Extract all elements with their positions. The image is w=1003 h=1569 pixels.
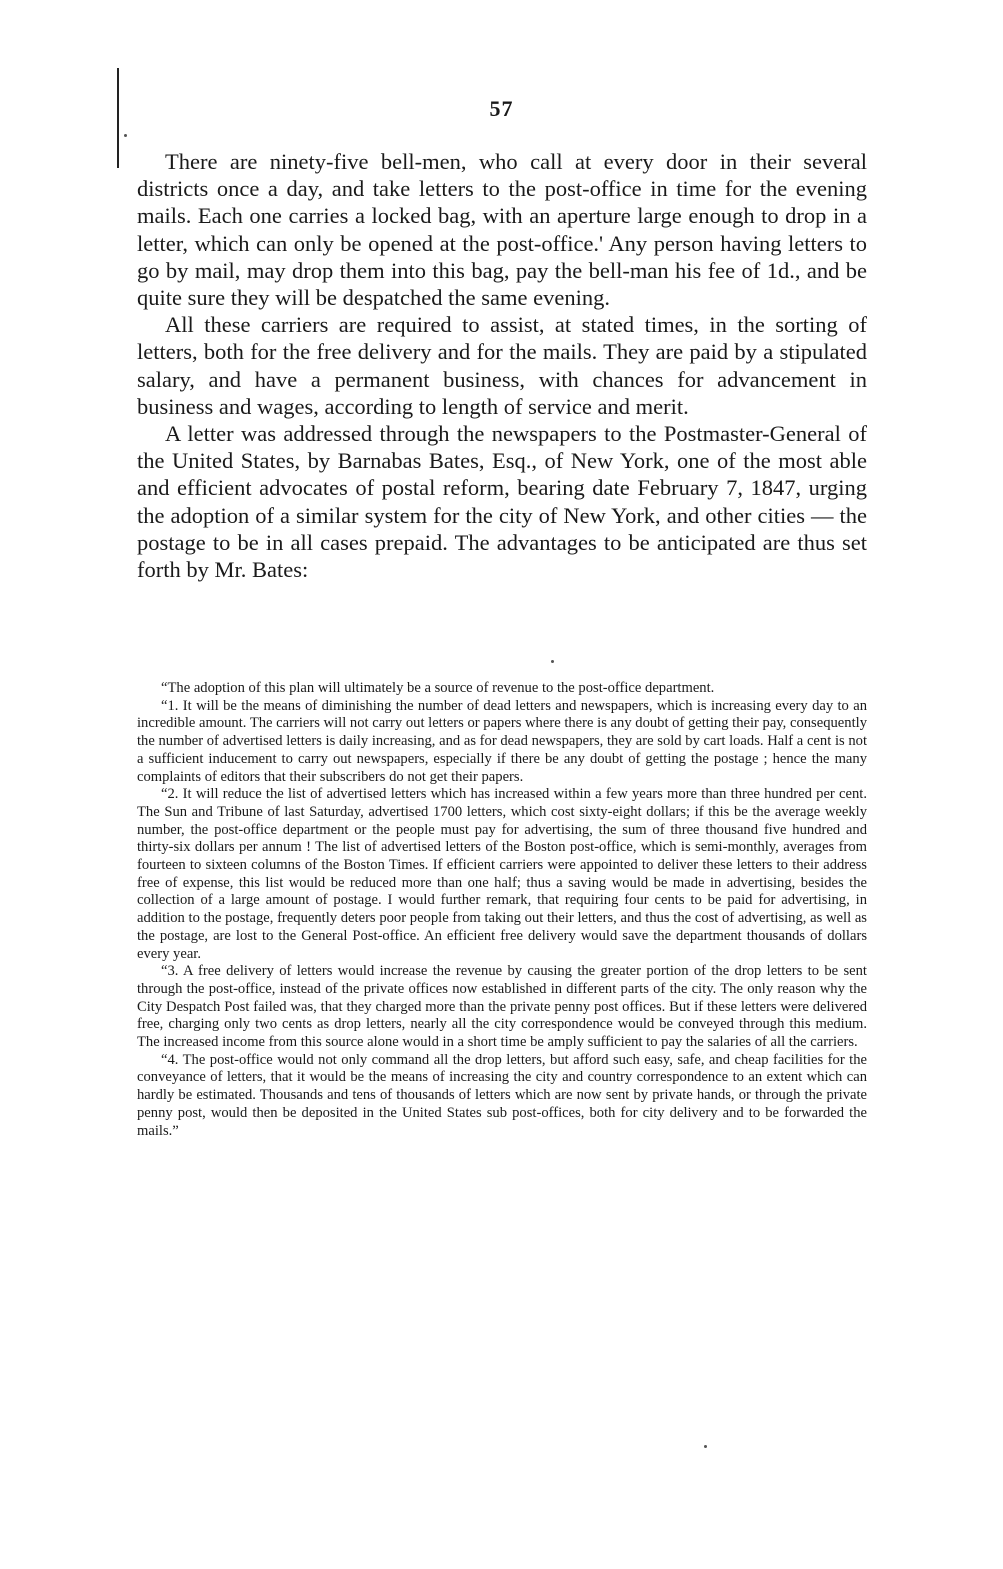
- quote-point-4: “4. The post-office would not only command all the drop letters, but afford such easy, safe, and cheap facilities for the conveyance of letters, that it would be the means of increasing the city and country correspondence to an extent which can hardly be estimated. Thousands and tens of thousands of letters which are now sent by private hands, or through the private penny post, would then be deposited in the United States sub post-offices, both for city delivery and to be forwarded the mails.”: [137, 1051, 867, 1139]
- quote-point-2: “2. It will reduce the list of advertised letters which has increased within a few years more than three hundred per cent. The Sun and Tribune of last Saturday, advertised 1700 letters, which cost sixty-eight dollars; if this be the average weekly number, the post-office department or the people must pay for advertising, the sum of three thousand five hundred and thirty-six dollars per annum ! The list of advertised letters of the Boston post-office, which is semi-monthly, averages from fourteen to sixteen columns of the Boston Times. If efficient carriers were appointed to deliver these letters to their address free of expense, this list would be reduced more than one half; thus a saving would be made in advertising, besides the collection of a large amount of postage. I would further remark, that requiring four cents to be paid for advertising, in addition to the postage, frequently deters poor people from taking out their letters, and thus the cost of advertising, as well as the postage, are lost to the General Post-office. An efficient free delivery would save the department thousands of dollars every year.: [137, 786, 867, 962]
- paragraph-bates-letter: A letter was addressed through the newspapers to the Postmaster-General of the United States, by Barnabas Bates, Esq., of New York, one of the most able and efficient advocates of postal reform, bearing date February 7, 1847, urging the adoption of a similar system for the city of New York, and other cities — the postage to be in all cases prepaid. The advantages to be anticipated are thus set forth by Mr. Bates:: [137, 421, 867, 583]
- main-text: [137, 148, 867, 583]
- quote-point-1: “1. It will be the means of diminishing the number of dead letters and newspapers, which is increasing every day to an incredible amount. The carriers will not carry out letters or papers where there is any doubt of getting their pay, consequently the number of advertised letters is daily increasing, and as for dead newspapers, they are sold by cart loads. Half a cent is not a sufficient inducement to carry out newspapers, especially if there be any doubt of getting the postage ; hence the many complaints of editors that their subscribers do not get their papers.: [137, 697, 867, 785]
- paragraph-carriers: All these carriers are required to assist, at stated times, in the sorting of letters, both for the free delivery and for the mails. They are paid by a stipulated salary, and have a permanent business, with chances for advancement in business and wages, according to length of service and merit.: [137, 312, 867, 419]
- quoted-letter: [137, 680, 867, 1140]
- scan-speck: [124, 134, 127, 137]
- paragraph-bell-men: There are ninety-five bell-men, who call at every door in their several districts once a day, and take letters to the post-office in time for the evening mails. Each one carries a locked bag, with an aperture large enough to drop in a letter, which can only be opened at the post-office.' Any person having letters to go by mail, may drop them into this bag, pay the bell-man his fee of 1d., and be quite sure they will be despatched the same evening.: [137, 149, 867, 311]
- quote-point-3: “3. A free delivery of letters would increase the revenue by causing the greater portion of the drop letters to be sent through the post-office, instead of the private offices now established in different parts of the city. The only reason why the City Despatch Post failed was, that they charged more than the private penny post offices. But if these letters were delivered free, charging only two cents as drop letters, nearly all the city correspondence would be conveyed through this medium. The increased income from this source alone would in a short time be amply sufficient to pay the salaries of all the carriers.: [137, 963, 867, 1051]
- quote-intro: “The adoption of this plan will ultimately be a source of revenue to the post-office department.: [161, 680, 715, 696]
- scan-speck: [704, 1445, 707, 1448]
- scan-speck: [551, 660, 554, 663]
- page-number: 57: [489, 96, 514, 121]
